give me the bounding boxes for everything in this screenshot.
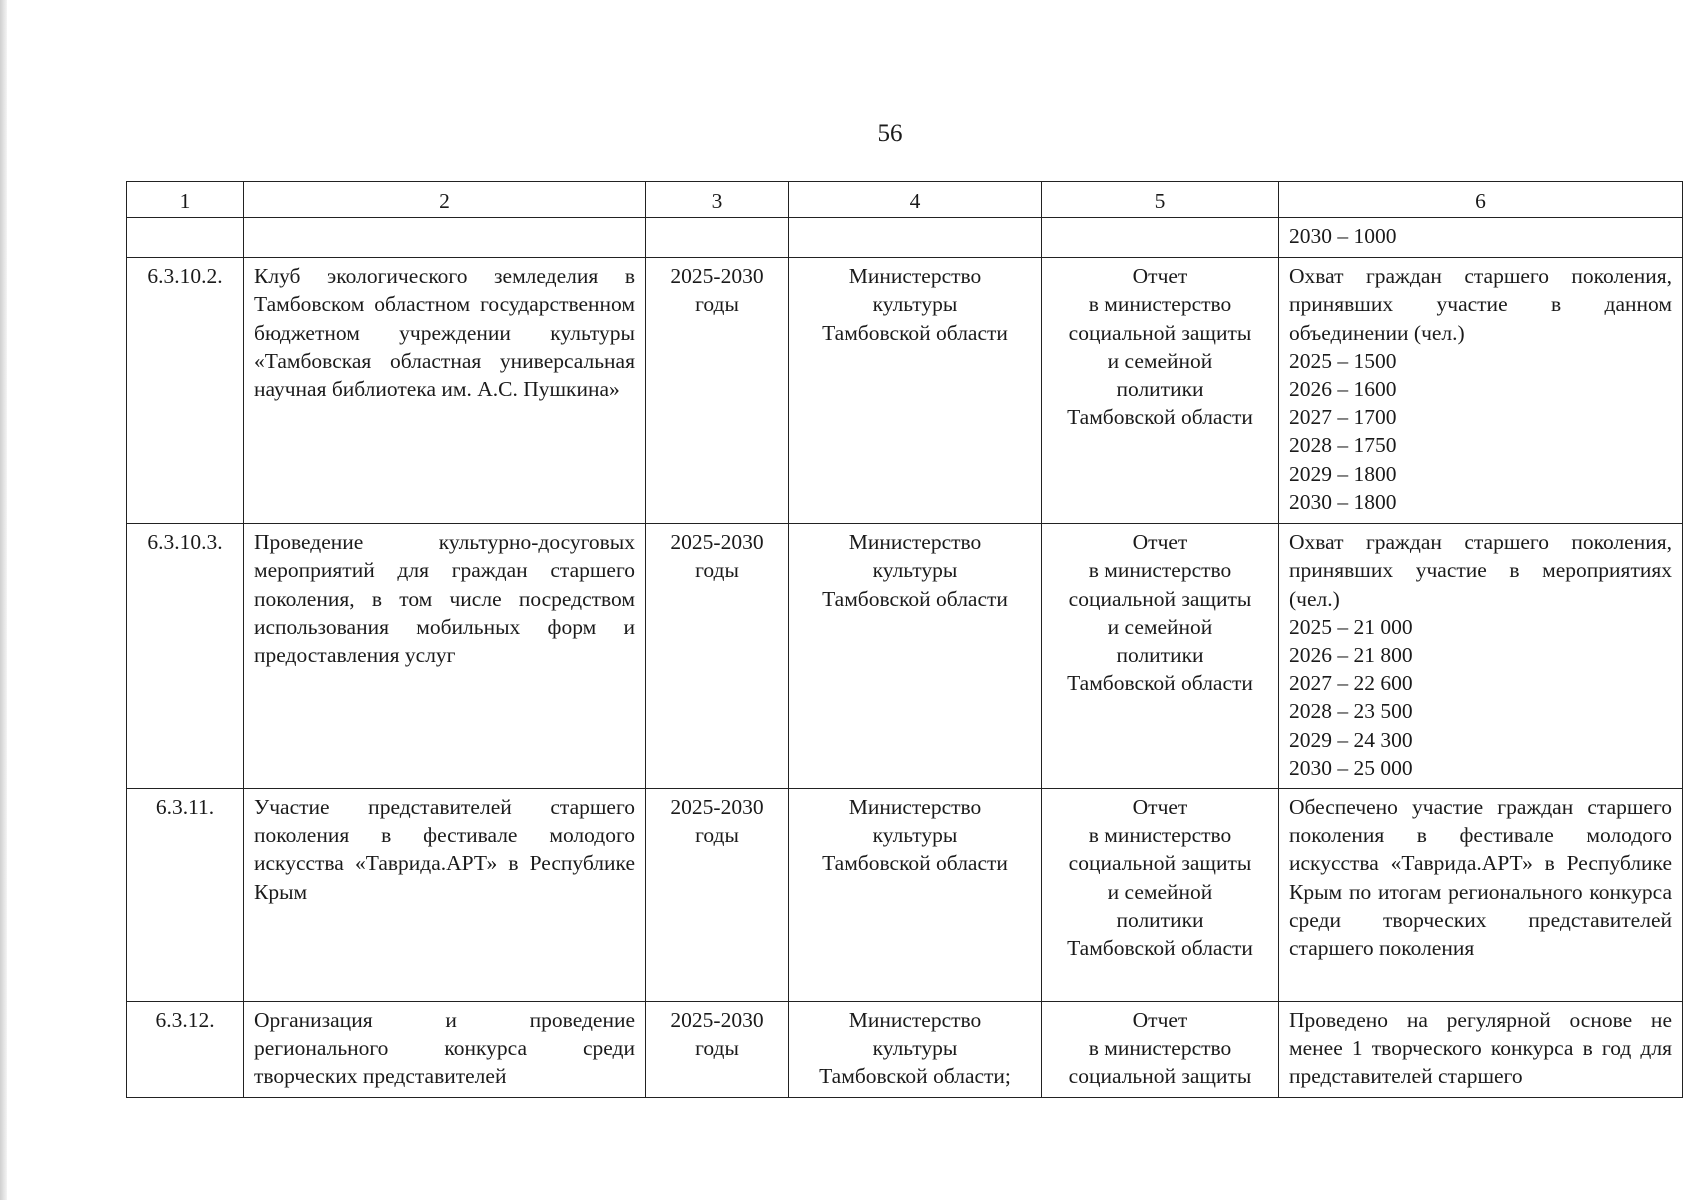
scan-edge (0, 0, 7, 1200)
executor-line: Министерство (848, 264, 982, 289)
num-cell: 6.3.10.2. (127, 258, 244, 524)
term-line: годы (695, 823, 739, 848)
executor-cell (789, 524, 1042, 789)
report-line: Отчет (1132, 264, 1188, 289)
result-line: 2030 – 25 000 (1289, 755, 1413, 780)
num-cell: 6.3.11. (127, 789, 244, 1002)
report-line: в министерство (1088, 558, 1232, 583)
executor-line: культуры (872, 1036, 958, 1061)
executor-line: Министерство (848, 1008, 982, 1033)
result-line: 2025 – 21 000 (1289, 614, 1413, 639)
report-line: политики (1116, 907, 1204, 932)
executor-cell (789, 218, 1042, 258)
result-line: 2027 – 1700 (1289, 405, 1397, 430)
report-line: в министерство (1088, 292, 1232, 317)
num-cell (127, 218, 244, 258)
name-cell: Участие представителей старшего поколения в фестивале молодого искусства «Таврида.АРТ» в Республике Крым (244, 789, 646, 1002)
column-header: 1 (127, 182, 244, 218)
executor-line: Тамбовской области; (819, 1064, 1011, 1089)
executor-line: Тамбовской области (822, 851, 1008, 876)
result-line: 2029 – 24 300 (1289, 727, 1413, 752)
result-line: 2026 – 1600 (1289, 377, 1397, 402)
table-row-continuation (127, 218, 1683, 258)
result-line: 2025 – 1500 (1289, 348, 1397, 373)
executor-line: Тамбовской области (822, 586, 1008, 611)
term-cell (646, 789, 789, 1002)
num-cell: 6.3.10.3. (127, 524, 244, 789)
report-cell (1042, 1002, 1279, 1098)
executor-line: культуры (872, 823, 958, 848)
term-line: 2025-2030 (670, 795, 764, 820)
num-cell: 6.3.12. (127, 1002, 244, 1098)
result-cell: Обеспечено участие граждан старшего поколения в фестивале молодого искусства «Таврида.АРТ» в Республике Крым по итогам регионального конкурса среди творческих представителей старшего поколения (1279, 789, 1683, 1002)
term-line: годы (695, 292, 739, 317)
page-number: 56 (877, 120, 903, 147)
term-cell (646, 524, 789, 789)
term-line: годы (695, 1036, 739, 1061)
report-cell (1042, 789, 1279, 1002)
term-line: 2025-2030 (670, 530, 764, 555)
column-header: 4 (789, 182, 1042, 218)
report-line: и семейной (1107, 614, 1213, 639)
report-cell (1042, 218, 1279, 258)
report-line: и семейной (1107, 348, 1213, 373)
term-cell (646, 218, 789, 258)
report-cell (1042, 524, 1279, 789)
column-header: 2 (244, 182, 646, 218)
result-cell: Проведено на регулярной основе не менее 1 творческого конкурса в год для представителей старшего (1279, 1002, 1683, 1098)
result-line: 2028 – 23 500 (1289, 699, 1413, 724)
result-line: 2030 – 1800 (1289, 489, 1397, 514)
column-header: 5 (1042, 182, 1279, 218)
report-line: политики (1116, 643, 1204, 668)
name-cell: Организация и проведение регионального конкурса среди творческих представителей (244, 1002, 646, 1098)
measures-table (126, 181, 1683, 1098)
column-header: 3 (646, 182, 789, 218)
report-line: и семейной (1107, 879, 1213, 904)
report-line: Отчет (1132, 1008, 1188, 1033)
term-cell (646, 258, 789, 524)
report-line: социальной защиты (1068, 1064, 1252, 1089)
table-row (127, 258, 1683, 524)
column-header: 6 (1279, 182, 1683, 218)
result-cell (1279, 218, 1683, 258)
report-line: социальной защиты (1068, 586, 1252, 611)
term-cell (646, 1002, 789, 1098)
term-line: 2025-2030 (670, 264, 764, 289)
executor-line: культуры (872, 292, 958, 317)
result-line: 2028 – 1750 (1289, 433, 1397, 458)
result-text: Охват граждан старшего поколения, принявших участие в мероприятиях (чел.) (1289, 530, 1672, 611)
result-cell (1279, 258, 1683, 524)
table-row (127, 1002, 1683, 1098)
report-cell (1042, 258, 1279, 524)
report-line: Тамбовской области (1067, 936, 1253, 961)
report-line: Отчет (1132, 530, 1188, 555)
result-line: 2029 – 1800 (1289, 461, 1397, 486)
executor-line: Министерство (848, 530, 982, 555)
report-line: социальной защиты (1068, 320, 1252, 345)
executor-cell (789, 258, 1042, 524)
report-line: политики (1116, 377, 1204, 402)
executor-line: Тамбовской области (822, 320, 1008, 345)
executor-line: культуры (872, 558, 958, 583)
report-line: в министерство (1088, 823, 1232, 848)
table-row (127, 524, 1683, 789)
name-cell (244, 218, 646, 258)
report-line: Тамбовской области (1067, 671, 1253, 696)
report-line: Тамбовской области (1067, 405, 1253, 430)
term-line: 2025-2030 (670, 1008, 764, 1033)
report-line: социальной защиты (1068, 851, 1252, 876)
executor-line: Министерство (848, 795, 982, 820)
table-row (127, 789, 1683, 1002)
result-text: Охват граждан старшего поколения, принявших участие в данном объединении (чел.) (1289, 264, 1672, 345)
result-line: 2026 – 21 800 (1289, 643, 1413, 668)
name-cell: Клуб экологического земледелия в Тамбовском областном государственном бюджетном учреждении культуры «Тамбовская областная универсальная научная библиотека им. А.С. Пушкина» (244, 258, 646, 524)
report-line: в министерство (1088, 1036, 1232, 1061)
column-number-row (127, 182, 1683, 218)
result-line: 2027 – 22 600 (1289, 671, 1413, 696)
result-line: 2030 – 1000 (1289, 224, 1397, 249)
executor-cell (789, 1002, 1042, 1098)
report-line: Отчет (1132, 795, 1188, 820)
name-cell: Проведение культурно-досуговых мероприятий для граждан старшего поколения, в том числе посредством использования мобильных форм и предоставления услуг (244, 524, 646, 789)
executor-cell (789, 789, 1042, 1002)
result-cell (1279, 524, 1683, 789)
term-line: годы (695, 558, 739, 583)
